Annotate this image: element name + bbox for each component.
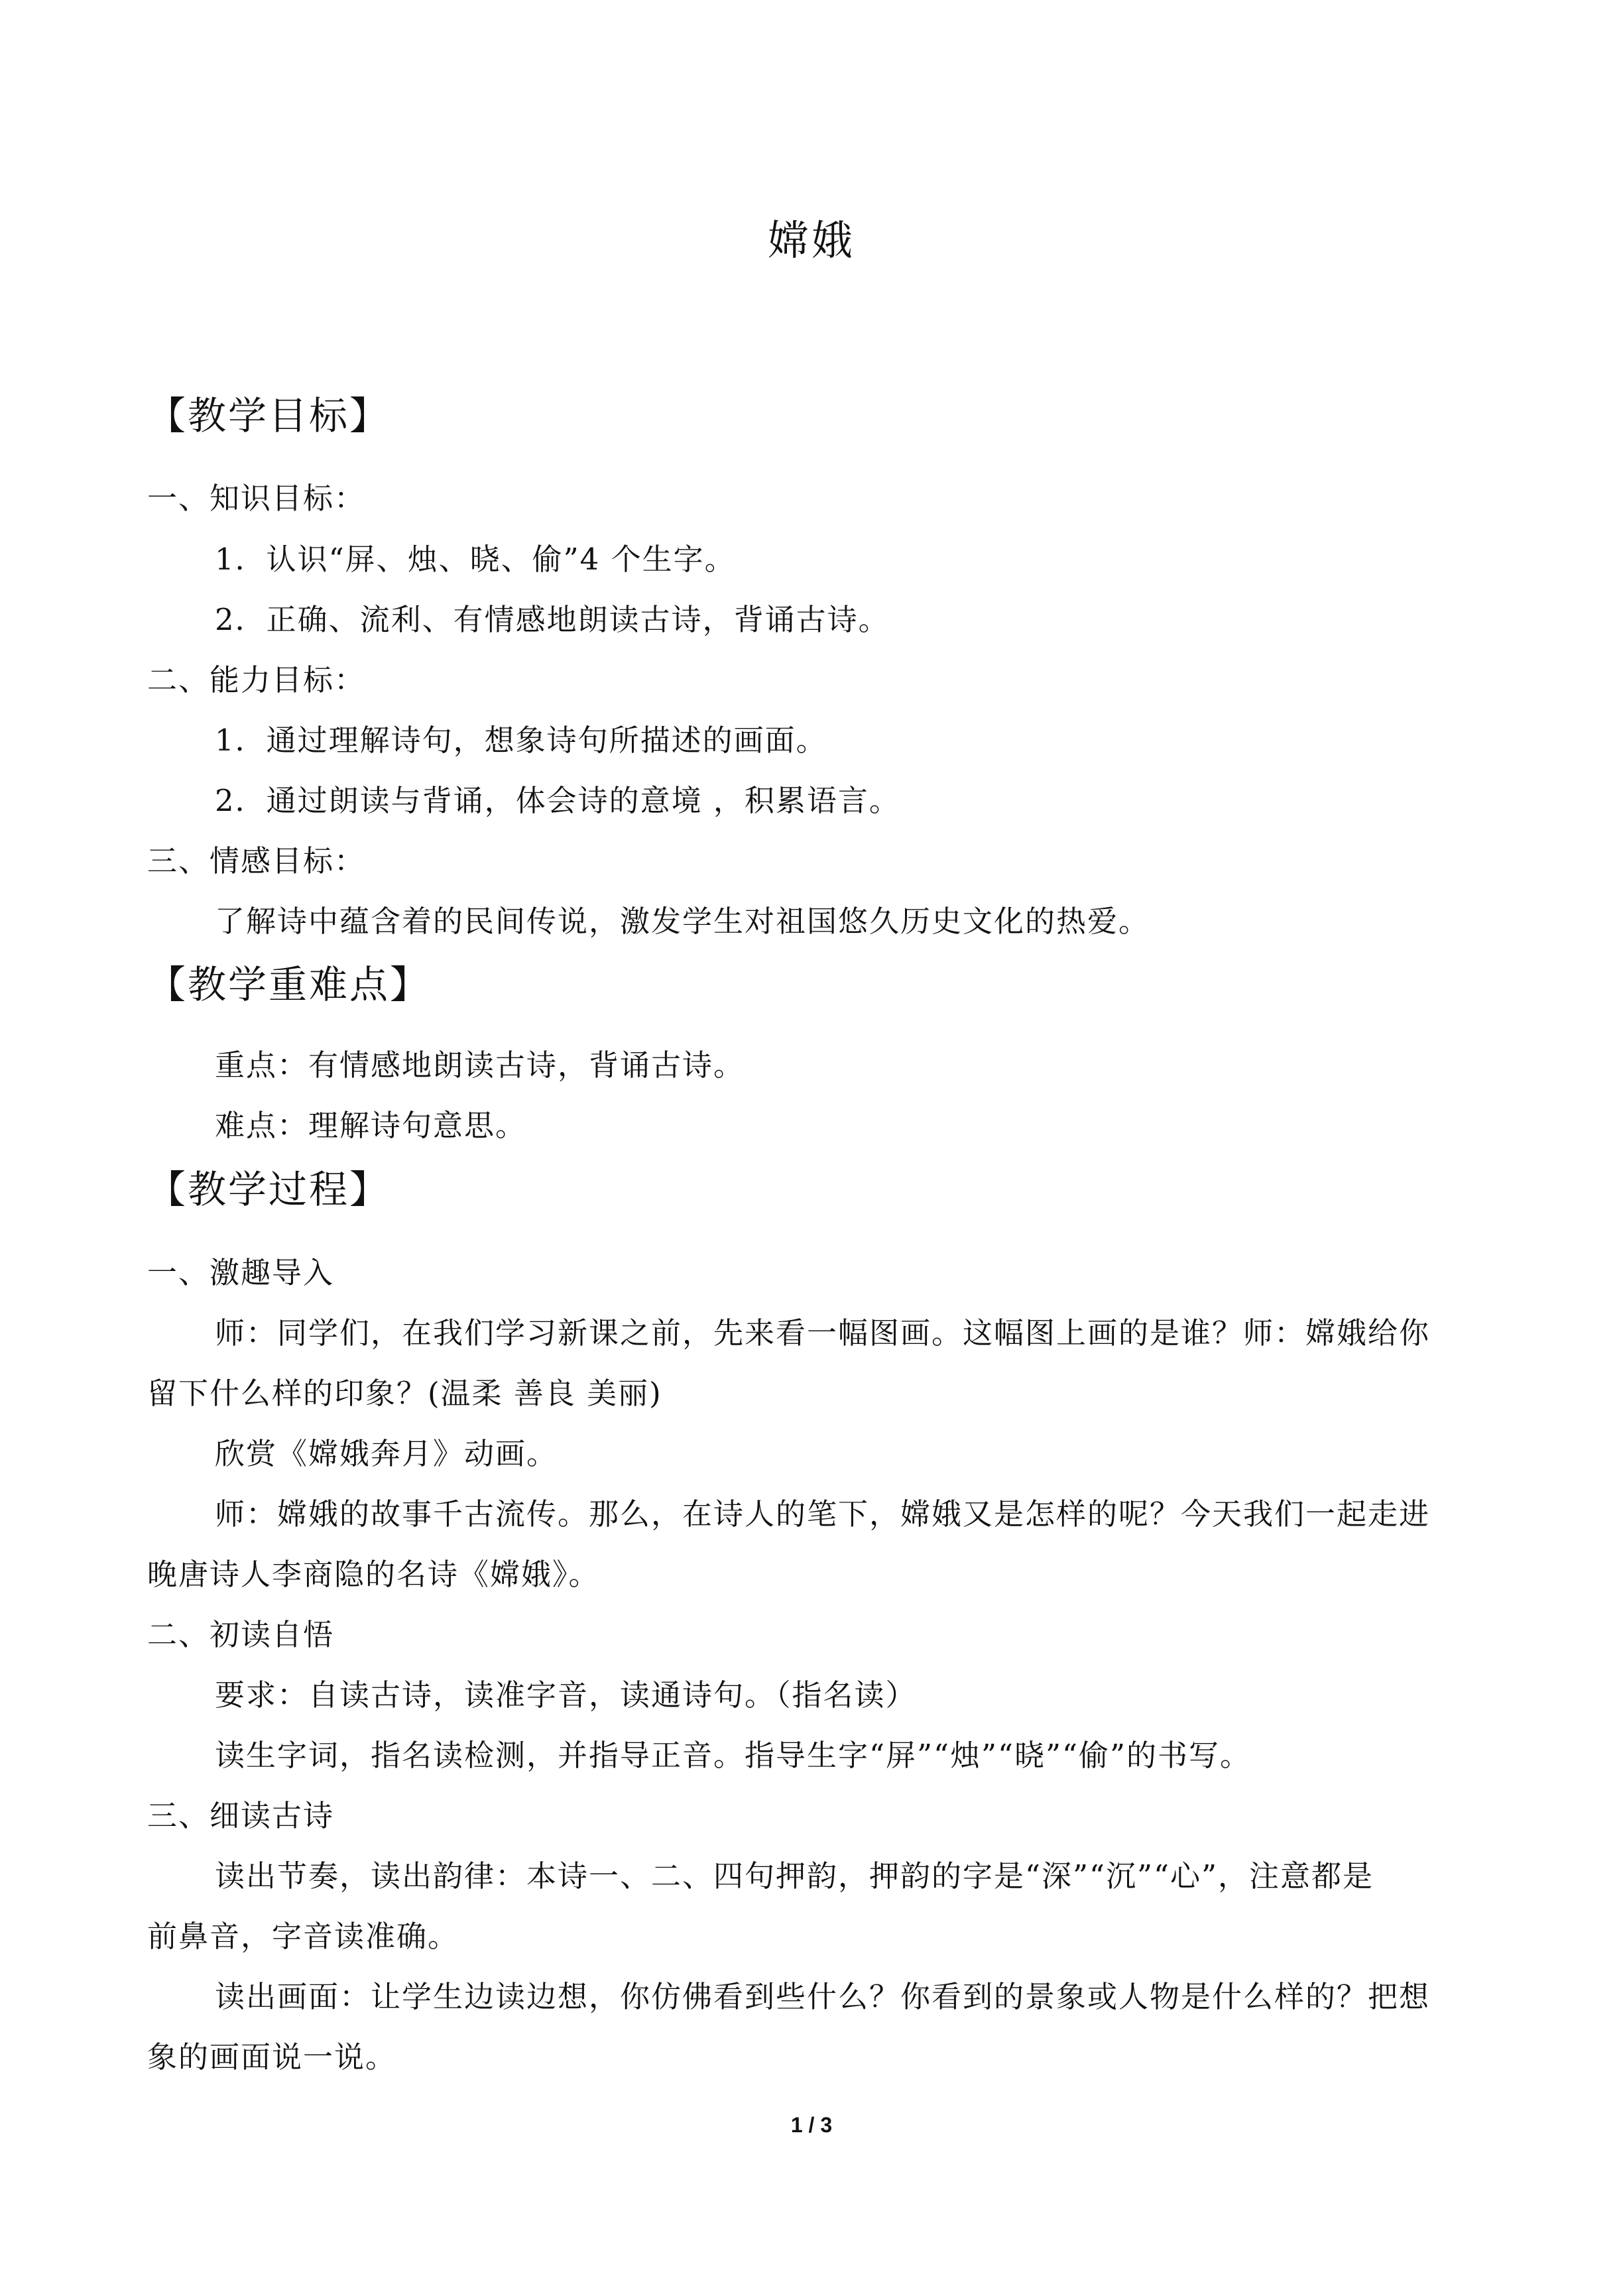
step1-paragraph1-line1: 师：同学们，在我们学习新课之前，先来看一幅图画。这幅图上画的是谁？师：嫦娥给你 bbox=[215, 1315, 1431, 1351]
step3-label: 三、细读古诗 bbox=[147, 1798, 335, 1833]
ability-objective-2: 2．通过朗读与背诵，体会诗的意境 ，积累语言。 bbox=[215, 783, 900, 818]
step2-label: 二、初读自悟 bbox=[147, 1617, 335, 1652]
step1-paragraph2: 欣赏《嫦娥奔月》动画。 bbox=[215, 1436, 558, 1471]
step3-paragraph2-line1: 读出画面：让学生边读边想，你仿佛看到些什么？你看到的景象或人物是什么样的？把想 bbox=[215, 1979, 1431, 2014]
page-number: 1 / 3 bbox=[790, 2113, 833, 2137]
process-heading: 【教学过程】 bbox=[147, 1167, 391, 1212]
step1-paragraph3-line1: 师：嫦娥的故事千古流传。那么，在诗人的笔下，嫦娥又是怎样的呢？今天我们一起走进 bbox=[215, 1496, 1431, 1532]
ability-objective-label: 二、能力目标： bbox=[147, 662, 366, 697]
objectives-heading: 【教学目标】 bbox=[147, 393, 391, 438]
step3-paragraph1-line2: 前鼻音，字音读准确。 bbox=[147, 1919, 459, 1954]
step2-paragraph1: 要求：自读古诗，读准字音，读通诗句。（指名读） bbox=[215, 1677, 917, 1713]
ability-objective-1: 1．通过理解诗句，想象诗句所描述的画面。 bbox=[215, 723, 827, 758]
knowledge-objective-1: 1．认识“屏、烛、晓、偷”4 个生字。 bbox=[215, 542, 736, 577]
emotion-objective-label: 三、情感目标： bbox=[147, 843, 366, 878]
difficult-point: 难点：理解诗句意思。 bbox=[215, 1108, 527, 1143]
step2-paragraph2: 读生字词，指名读检测，并指导正音。指导生字“屏”“烛”“晓”“偷”的书写。 bbox=[215, 1738, 1252, 1773]
step1-paragraph1-line2: 留下什么样的印象？(温柔 善良 美丽) bbox=[147, 1376, 662, 1411]
step1-paragraph3-line2: 晚唐诗人李商隐的名诗《嫦娥》。 bbox=[147, 1557, 600, 1592]
keypoints-heading: 【教学重难点】 bbox=[147, 962, 431, 1007]
document-title: 嫦娥 bbox=[767, 216, 855, 265]
emotion-objective-1: 了解诗中蕴含着的民间传说，激发学生对祖国悠久历史文化的热爱。 bbox=[215, 904, 1150, 939]
key-point: 重点：有情感地朗读古诗，背诵古诗。 bbox=[215, 1048, 745, 1083]
step3-paragraph2-line2: 象的画面说一说。 bbox=[147, 2039, 397, 2075]
knowledge-objective-label: 一、知识目标： bbox=[147, 481, 366, 516]
step1-label: 一、激趣导入 bbox=[147, 1255, 335, 1290]
step3-paragraph1-line1: 读出节奏，读出韵律：本诗一、二、四句押韵，押韵的字是“深”“沉”“心”，注意都是 bbox=[215, 1858, 1374, 1894]
knowledge-objective-2: 2．正确、流利、有情感地朗读古诗，背诵古诗。 bbox=[215, 602, 890, 637]
